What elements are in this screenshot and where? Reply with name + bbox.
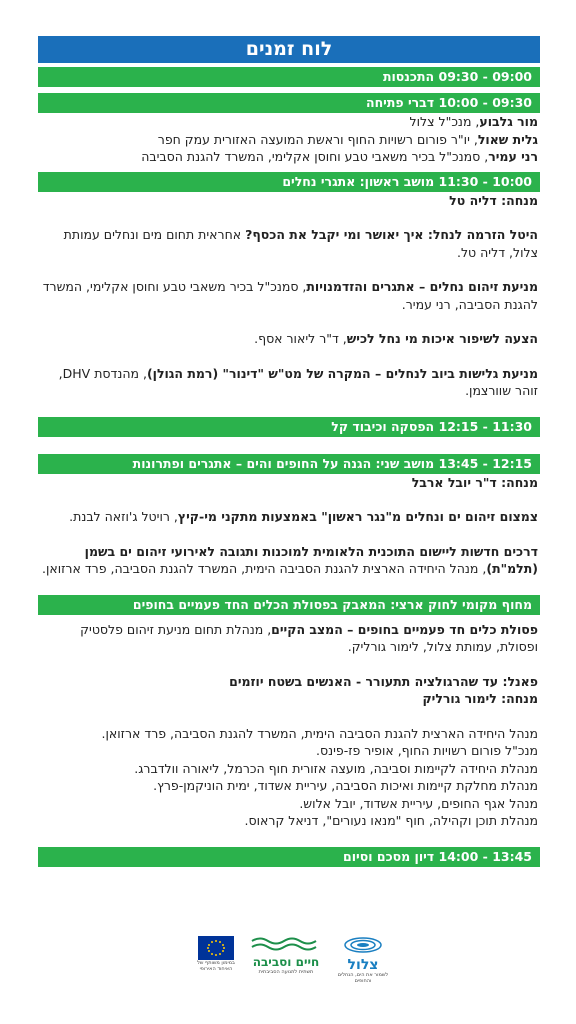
sponsor-logos	[190, 936, 390, 990]
talk: צמצום זיהום ים ונחלים מ"נגר ראשון" באמצעות מתקני מי-קיץ, רויטל ג'וזאה לבנת.	[69, 509, 538, 524]
session1-bar: 10:00 - 11:30 מושב ראשון: אתגרי נחלים	[38, 172, 540, 192]
talk: פסולת כלים חד פעמיים בחופים – המצב הקיים, מנהלת תחום מניעת זיהום פלסטיק ופסולת, עמותת צלול, לימור גורליק.	[80, 621, 538, 654]
session2-bar: 12:15 - 13:45 מושב שני: הגנה על החופים והים – אתגרים ופתרונות	[38, 454, 540, 474]
schedule-page	[38, 36, 540, 867]
wave-icon	[343, 936, 383, 954]
panelist: מנהלת תוכן וקהילה, חוף "מנאו נעורים", דניאל קראוס.	[244, 813, 538, 828]
talk: היטל הזרמה לנחל: איך יאושר ומי יקבל את הכסף? אחראית תחום מים ונחלים עמותת צלול, דליה טל.	[63, 227, 538, 260]
page-title: לוח זמנים	[38, 36, 540, 63]
speaker-line: רני עמיר, סמנכ"ל בכיר משאבי טבע וחוסן אקלימי, המשרד להגנת הסביבה	[141, 149, 538, 164]
panel-title: פאנל: עד שהרגולציה תתעורר - האנשים בשטח יוזמים	[229, 673, 538, 689]
eu-flag-icon	[198, 936, 234, 960]
session2-content	[38, 474, 540, 578]
closing-bar: 13:45 - 14:00 דיון מסכם וסיום	[38, 847, 540, 867]
opening-bar: 09:30 - 10:00 דברי פתיחה	[38, 93, 540, 113]
speaker-line: גלית שאול, יו"ר פורום רשויות החוף וראשת המועצה האזורית עמק חפר	[157, 131, 538, 147]
talk: דרכים חדשות ליישום התוכנית הלאומית למוכנות ותגובה לאירועי זיהום ים בשמן (תלמ"ת), מנהל היחידה הארצית להגנת הסביבה הימית, המשרד להגנת הסביבה, פרד ארזואן.	[41, 543, 538, 576]
panelist: מנכ"ל פורום רשויות החוף, אופיר פז-פינס.	[316, 743, 538, 758]
gathering-bar: 09:00 - 09:30 התכנסות	[38, 67, 540, 87]
speaker-line: מור גלבוע, מנכ"ל צלול	[409, 114, 538, 129]
panelist: מנהלת היחידה לקיימות וסביבה, מועצה אזורית חוף הכרמל, ליאורה וולדברג.	[134, 760, 538, 776]
haim-vesviva-logo: חיים וסביבה תשתית לתנועה הסביבתית	[248, 936, 324, 975]
eu-logo: במימון משותף של האיחוד האירופי	[192, 936, 240, 972]
panelist: מנהלת מחלקת קיימות ואיכות הסביבה, עיריית אשדוד, ימית הוניקמן-פרץ.	[153, 778, 538, 793]
coastal-law-content	[38, 615, 540, 830]
moderator: מנחה: דליה טל	[449, 192, 538, 208]
panel-moderator: מנחה: לימור גורליק	[422, 691, 538, 706]
opening-speakers	[38, 113, 540, 166]
moderator: מנחה: ד"ר יובל ארבל	[411, 474, 538, 490]
break-bar: 11:30 - 12:15 הפסקה וכיבוד קל	[38, 417, 540, 437]
talk: הצעה לשיפור איכות מי נחל לכיש, ד"ר ליאור אסף.	[254, 331, 538, 346]
talk: מניעת גלישות ביוב לנחלים – המקרה של מט"ש "דינור" (רמת הגולן), מהנדסת DHV, זוהר שוורצמן.	[58, 365, 538, 398]
panelist: מנהל אגף החופים, עיריית אשדוד, יובל אלוש.	[299, 795, 538, 811]
panelist: מנהל היחידה הארצית להגנת הסביבה הימית, המשרד להגנת הסביבה, פרד ארזואן.	[101, 725, 538, 741]
waves-icon	[250, 936, 322, 952]
session1-content	[38, 192, 540, 400]
talk: מניעת זיהום נחלים – אתגרים והזדמנויות, סמנכ"ל בכיר משאבי טבע וחוסן אקלימי, המשרד להגנת הסביבה, רני עמיר.	[42, 279, 538, 312]
coastal-law-bar: מחוף מקומי לחוק ארצי: המאבק בפסולת הכלים החד פעמיים בחופים	[38, 595, 540, 615]
tzalul-logo: צלול לשמור את הים, הנחלים והחופים	[336, 936, 390, 984]
